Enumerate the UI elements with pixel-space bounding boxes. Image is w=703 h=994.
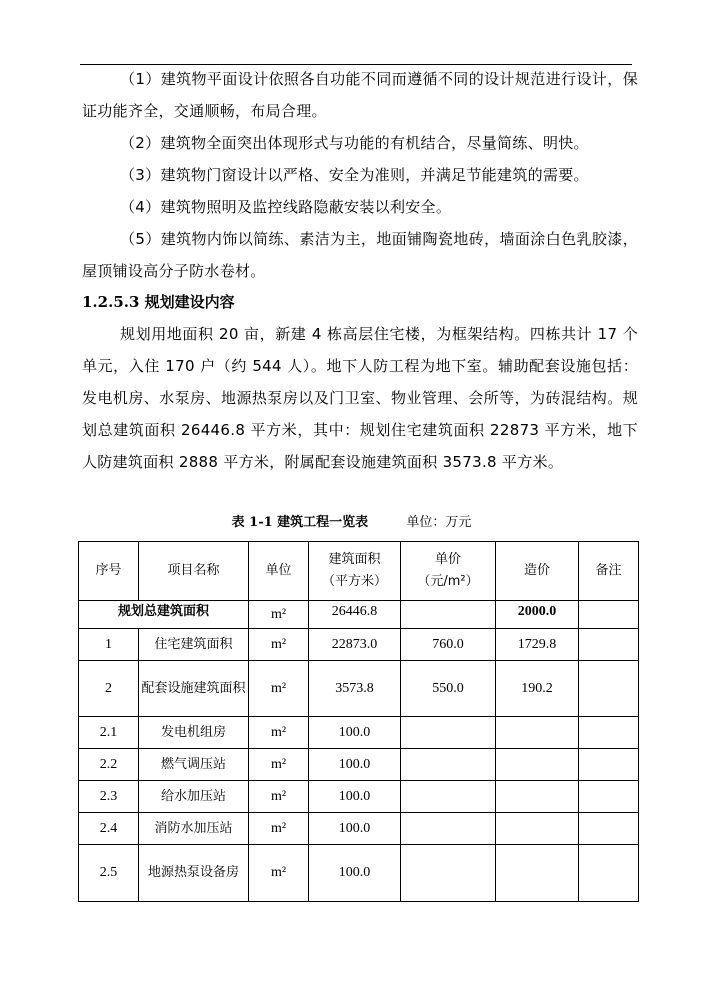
row-area: 22873.0 <box>309 629 401 661</box>
row-price: 550.0 <box>401 661 496 717</box>
header-cost: 造价 <box>496 542 579 601</box>
row-seq: 2.3 <box>79 781 139 813</box>
paragraph-planning-5: （5）建筑物内饰以简练、素洁为主，地面铺陶瓷地砖，墙面涂白色乳胶漆，屋顶铺设高分子防水卷材。 <box>82 230 638 280</box>
total-name: 规划总建筑面积 <box>79 601 249 629</box>
row-seq: 2.2 <box>79 749 139 781</box>
row-unit: m² <box>249 781 309 813</box>
row-name: 燃气调压站 <box>139 749 249 781</box>
total-price <box>401 601 496 629</box>
row-name: 给水加压站 <box>139 781 249 813</box>
row-price <box>401 813 496 845</box>
table-total-row <box>79 601 639 629</box>
row-price <box>401 749 496 781</box>
header-area-line2: （平方米） <box>321 574 387 589</box>
header-name: 项目名称 <box>139 542 249 601</box>
paragraph-planning-3: （3）建筑物门窗设计以严格、安全为准则，并满足节能建筑的需要。 <box>120 166 589 184</box>
row-note <box>579 661 639 717</box>
header-area <box>309 542 401 601</box>
row-name: 住宅建筑面积 <box>139 629 249 661</box>
total-cost: 2000.0 <box>496 601 579 629</box>
paragraph-planning-2: （2）建筑物全面突出体现形式与功能的有机结合，尽量简练、明快。 <box>120 134 589 152</box>
table-row <box>79 845 639 902</box>
row-cost: 190.2 <box>496 661 579 717</box>
row-note <box>579 781 639 813</box>
row-unit: m² <box>249 813 309 845</box>
row-note <box>579 845 639 902</box>
row-unit: m² <box>249 717 309 749</box>
header-area-line1: 建筑面积 <box>328 552 381 567</box>
table-row <box>79 813 639 845</box>
row-cost: 1729.8 <box>496 629 579 661</box>
paragraph-construction-content: 规划用地面积 20 亩，新建 4 栋高层住宅楼，为框架结构。四栋共计 17 个单元，入住 170 户（约 544 人）。地下人防工程为地下室。辅助配套设施包括：发电机房、水泵房、地源热泵房以及门卫室、物业管理、会所等，为砖混结构。规划总建筑面积 26446.8 平方米，其中：规划住宅建筑面积 22873 平方米，地下人防建筑面积 2888 平方米，附属配套设施建筑面积 3573.8 平方米。 <box>82 325 638 471</box>
table-unit: 单位：万元 <box>406 515 472 530</box>
row-cost <box>496 813 579 845</box>
construction-table <box>78 541 639 902</box>
table-row <box>79 781 639 813</box>
row-price: 760.0 <box>401 629 496 661</box>
row-area: 100.0 <box>309 845 401 902</box>
paragraph-planning-1: （1）建筑物平面设计依照各自功能不同而遵循不同的设计规范进行设计，保证功能齐全，交通顺畅，布局合理。 <box>82 70 638 120</box>
row-area: 100.0 <box>309 813 401 845</box>
header-unit: 单位 <box>249 542 309 601</box>
table-row <box>79 717 639 749</box>
row-seq: 2.5 <box>79 845 139 902</box>
table-row <box>79 629 639 661</box>
row-price <box>401 781 496 813</box>
row-cost <box>496 717 579 749</box>
row-seq: 2.1 <box>79 717 139 749</box>
row-name: 配套设施建筑面积 <box>139 661 249 717</box>
row-note <box>579 749 639 781</box>
table-header-row <box>79 542 639 601</box>
row-unit: m² <box>249 845 309 902</box>
row-cost <box>496 781 579 813</box>
row-unit: m² <box>249 629 309 661</box>
paragraph-planning-4: （4）建筑物照明及监控线路隐蔽安装以利安全。 <box>120 198 452 216</box>
row-area: 100.0 <box>309 749 401 781</box>
header-seq: 序号 <box>79 542 139 601</box>
row-note <box>579 629 639 661</box>
table-row <box>79 661 639 717</box>
table-caption <box>0 511 703 535</box>
row-note <box>579 717 639 749</box>
row-name: 消防水加压站 <box>139 813 249 845</box>
row-seq: 1 <box>79 629 139 661</box>
row-unit: m² <box>249 749 309 781</box>
row-price <box>401 717 496 749</box>
total-area: 26446.8 <box>309 601 401 629</box>
row-name: 地源热泵设备房 <box>139 845 249 902</box>
row-seq: 2 <box>79 661 139 717</box>
total-note <box>579 601 639 629</box>
row-price <box>401 845 496 902</box>
row-name: 发电机组房 <box>139 717 249 749</box>
row-area: 3573.8 <box>309 661 401 717</box>
header-price-line1: 单价 <box>434 552 461 567</box>
row-cost <box>496 749 579 781</box>
table-row <box>79 749 639 781</box>
row-seq: 2.4 <box>79 813 139 845</box>
row-area: 100.0 <box>309 717 401 749</box>
row-cost <box>496 845 579 902</box>
total-unit: m² <box>249 601 309 629</box>
table-title: 表 1-1 建筑工程一览表 <box>231 515 369 530</box>
header-note: 备注 <box>579 542 639 601</box>
section-heading: 1.2.5.3 规划建设内容 <box>82 293 235 311</box>
row-area: 100.0 <box>309 781 401 813</box>
row-unit: m² <box>249 661 309 717</box>
row-note <box>579 813 639 845</box>
header-price <box>401 542 496 601</box>
header-price-line2: （元/m²） <box>417 574 479 589</box>
